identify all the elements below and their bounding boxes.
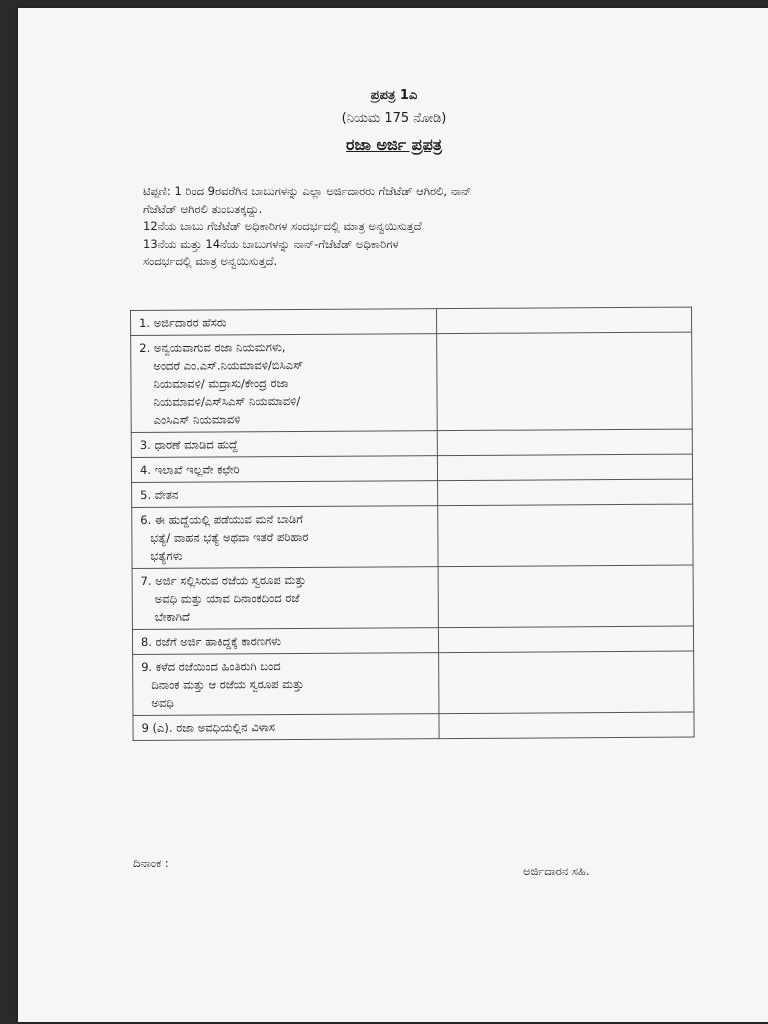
field-label: 3. ಧಾರಣೆ ಮಾಡಿದ ಹುದ್ದೆ bbox=[131, 431, 437, 458]
leave-application-table bbox=[130, 307, 695, 741]
date-label: ದಿನಾಂಕ : bbox=[133, 856, 169, 870]
field-label: 7. ಅರ್ಜಿ ಸಲ್ಲಿಸಿರುವ ರಜೆಯ ಸ್ವರೂಪ ಮತ್ತು ಅವಧಿ ಮತ್ತು ಯಾವ ದಿನಾಂಕದಿಂದ ರಜೆ ಬೇಕಾಗಿದೆ bbox=[132, 567, 438, 630]
field-value-cell[interactable] bbox=[438, 626, 693, 653]
form-number: ಪ್ರಪತ್ರ 1ಎ bbox=[370, 88, 418, 103]
table-row bbox=[131, 332, 693, 432]
field-label: 9. ಕಳೆದ ರಜೆಯಿಂದ ಹಿಂತಿರುಗಿ ಬಂದ ದಿನಾಂಕ ಮತ್ತು ಆ ರಜೆಯ ಸ್ವರೂಪ ಮತ್ತು ಅವಧಿ bbox=[133, 653, 439, 716]
table-row bbox=[131, 307, 692, 335]
form-page bbox=[18, 8, 768, 1022]
field-label: 6. ಈ ಹುದ್ದೆಯಲ್ಲಿ ಪಡೆಯುವ ಮನೆ ಬಾಡಿಗೆ ಭತ್ಯೆ/ ವಾಹನ ಭತ್ಯೆ ಅಥವಾ ಇತರೆ ಪರಿಹಾರ ಭತ್ಯೆಗಳು bbox=[132, 506, 438, 569]
rule-reference: (ನಿಯಮ 175 ನೋಡಿ) bbox=[341, 111, 447, 126]
table-row bbox=[132, 565, 693, 629]
form-title: ರಜಾ ಅರ್ಜಿ ಪ್ರಪತ್ರ bbox=[346, 135, 442, 154]
field-value-cell[interactable] bbox=[437, 429, 692, 456]
note-line: 13ನೆಯ ಮತ್ತು 14ನೆಯ ಬಾಬುಗಳನ್ನು ನಾನ್-ಗೆಜೆಟೆಡ್ ಅಧಿಕಾರಿಗಳ bbox=[143, 236, 399, 251]
note-line: ಟಿಪ್ಪಣಿ: 1 ರಿಂದ 9ರವರೆಗಿನ ಬಾಬುಗಳನ್ನು ಎಲ್ಲಾ ಅರ್ಜಿದಾರರು ಗೆಜೆಟೆಡ್ ಆಗಿರಲಿ, ನಾನ್ bbox=[143, 184, 472, 198]
note-line: ಗೆಜೆಟೆಡ್ ಆಗಿರಲಿ ತುಂಬತಕ್ಕದ್ದು. bbox=[143, 201, 263, 216]
field-value-cell[interactable] bbox=[439, 712, 694, 739]
note-line: ಸಂದರ್ಭದಲ್ಲಿ ಮಾತ್ರ ಅನ್ವಯಿಸುತ್ತದೆ. bbox=[143, 254, 278, 268]
field-value-cell[interactable] bbox=[437, 479, 692, 506]
field-value-cell[interactable] bbox=[436, 332, 692, 431]
table-row bbox=[133, 712, 694, 740]
table-row bbox=[131, 454, 692, 482]
field-label: 2. ಅನ್ವಯವಾಗುವ ರಜಾ ನಿಯಮಗಳು, ಅಂದರೆ ಎಂ.ಎಸ್.ನಿಯಮಾವಳಿ/ಬಿಸಿಎಸ್ ನಿಯಮಾವಳಿ/ ಮದ್ರಾಸು/ಕೇಂದ್ರ ರಜಾ ನಿಯಮಾವಳಿ/ಎಸ್‌ಸಿಎಸ್ ನಿಯಮಾವಳಿ/ ಎಂಸಿಎಸ್ ನಿಯಮಾವಳಿ bbox=[131, 334, 437, 433]
field-value-cell[interactable] bbox=[437, 454, 692, 481]
field-value-cell[interactable] bbox=[438, 651, 694, 714]
field-label: 4. ಇಲಾಖೆ ಇಲ್ಲವೇ ಕಛೇರಿ bbox=[131, 456, 437, 483]
field-value-cell[interactable] bbox=[436, 307, 691, 334]
field-label: 1. ಅರ್ಜಿದಾರರ ಹೆಸರು bbox=[131, 309, 437, 336]
signature-label: ಅರ್ಜಿದಾರನ ಸಹಿ. bbox=[523, 864, 590, 878]
table-row bbox=[132, 479, 693, 507]
table-row bbox=[132, 504, 693, 568]
field-value-cell[interactable] bbox=[437, 504, 693, 567]
field-label: 9 (ಎ). ರಜಾ ಅವಧಿಯಲ್ಲಿನ ವಿಳಾಸ bbox=[133, 714, 439, 741]
field-label: 8. ರಜೆಗೆ ಅರ್ಜಿ ಹಾಕಿದ್ದಕ್ಕೆ ಕಾರಣಗಳು bbox=[132, 628, 438, 655]
table-row bbox=[131, 429, 692, 457]
table-row bbox=[133, 651, 694, 715]
field-value-cell[interactable] bbox=[438, 565, 694, 628]
field-label: 5. ವೇತನ bbox=[132, 481, 438, 508]
table-row bbox=[132, 626, 693, 654]
note-line: 12ನೆಯ ಬಾಬು ಗೆಜೆಟೆಡ್ ಅಧಿಕಾರಿಗಳ ಸಂದರ್ಭದಲ್ಲಿ ಮಾತ್ರ ಅನ್ವಯಿಸುತ್ತದೆ bbox=[143, 219, 422, 233]
instruction-note bbox=[143, 183, 663, 271]
